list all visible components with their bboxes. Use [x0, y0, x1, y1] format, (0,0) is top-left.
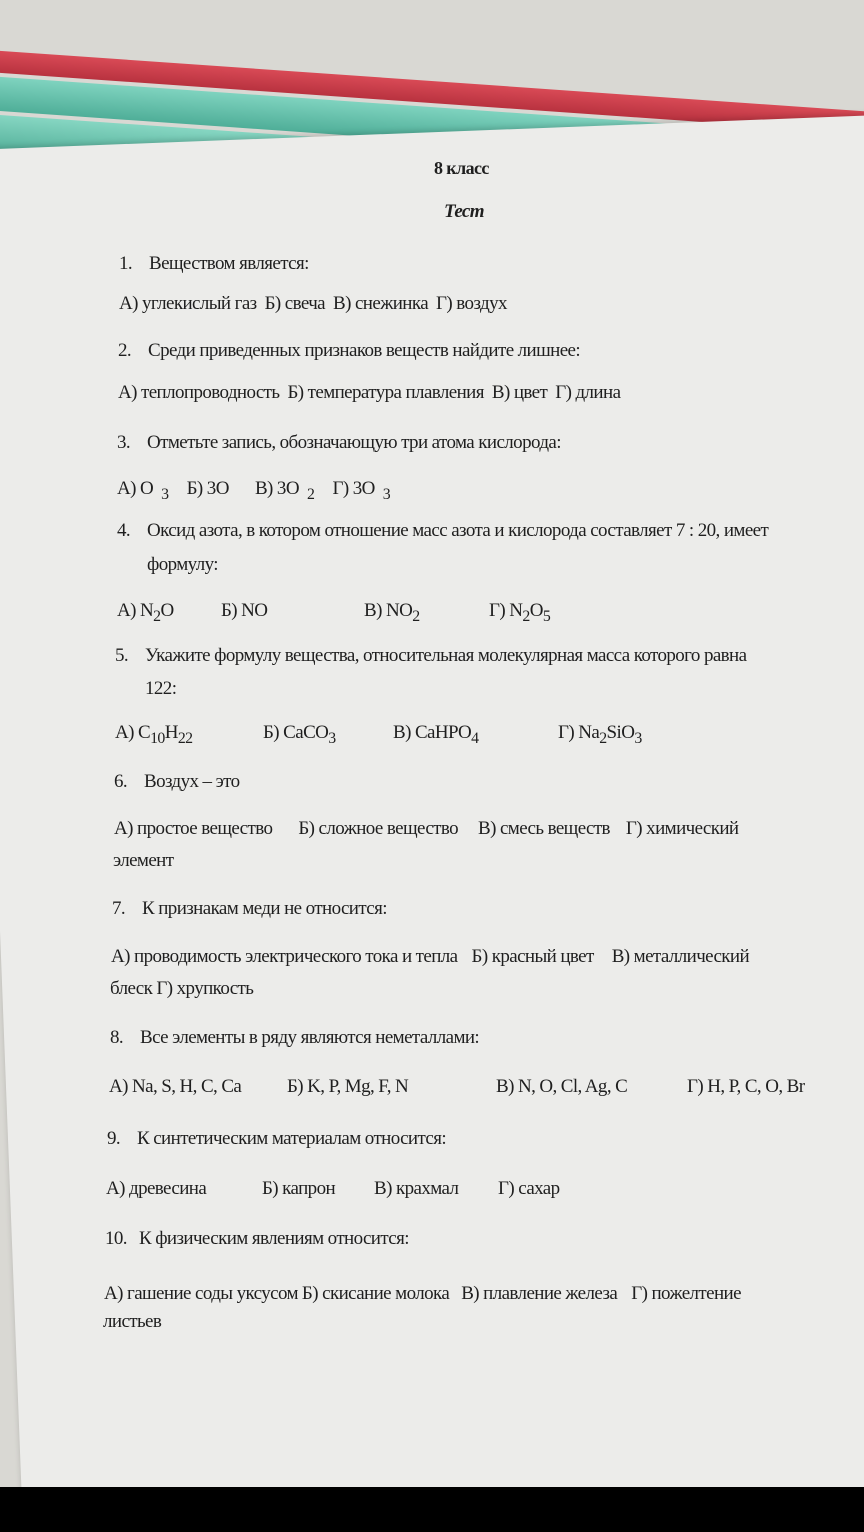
question-10: 10. К физическим явлениям относится:	[105, 1228, 409, 1249]
answers-6: А) простое вещество Б) сложное вещество В) смесь веществ Г) химический	[114, 818, 739, 839]
question-2: 2. Среди приведенных признаков веществ найдите лишнее:	[118, 340, 581, 361]
question-7: 7. К признакам меди не относится:	[112, 898, 387, 919]
question-5-cont: 122:	[145, 678, 177, 699]
question-1: 1. Веществом является:	[119, 253, 309, 274]
question-9: 9. К синтетическим материалам относится:	[107, 1128, 447, 1149]
answers-3: А) O $_3$ Б) 3O В) 3O $_2$ Г) 3O $_3$	[117, 478, 391, 503]
question-8: 8. Все элементы в ряду являются неметаллами:	[110, 1027, 480, 1048]
question-3: 3. Отметьте запись, обозначающую три атома кислорода:	[117, 432, 561, 453]
test-content: 8 класс Тест 1. Веществом является: А) углекислый газ Б) свеча В) снежинка Г) воздух 2. Среди приведенных признаков веществ найдите лишнее: А) теплопроводность Б) температура плавления В) цвет Г) длина 3. Отметьте запись, обозначающую три атома кислорода: А) O $_3$ Б) 3O В) 3O $_2$ Г) 3O $_3$ 4. Оксид азота, в котором отношение масс азота и кислорода составляет 7 : 20, имеет формулу: А) $N_2O$ Б) NO В) $NO_2$ Г) $N_2O_5$ 5. Укажите формулу вещества, относительная молекулярная масса которого равна 122: А) $C_{10}H_{22}$ Б) CaCO$_3$ В) CaHPO$_4$ Г) $Na_2SiO_3$ 6. Воздух – это А) простое вещество Б) сложное вещество В) смесь веществ Г) химический элемент 7. К признакам меди не относится: А) проводимость электрического тока и тепла Б) красный цвет В) металлический блеск Г) хрупкость 8. Все элементы в ряду являются неметаллами: А) Na, S, H, C, Ca Б) K, P, Mg, F, N В) N, O, Cl, Ag, C Г) H, P, C, O, Br 9. К синтетическим материалам относится: А) древесина Б) капрон В) крахмал Г) сахар 10. К физическим явлениям относится: А) гашение соды уксусом Б) скисание молока В) плавление железа Г) пожелтение листьев	[103, 158, 805, 1332]
question-6: 6. Воздух – это	[114, 771, 240, 792]
answers-6-cont: элемент	[113, 850, 174, 871]
answers-7: А) проводимость электрического тока и тепла Б) красный цвет В) металлический	[111, 946, 750, 967]
question-5: 5. Укажите формулу вещества, относительная молекулярная масса которого равна	[115, 645, 747, 666]
question-4-cont: формулу:	[147, 554, 218, 575]
answers-7-cont: блеск Г) хрупкость	[110, 978, 254, 999]
answers-2: А) теплопроводность Б) температура плавления В) цвет Г) длина	[118, 382, 621, 403]
answers-10-cont: листьев	[103, 1311, 162, 1332]
question-4: 4. Оксид азота, в котором отношение масс азота и кислорода составляет 7 : 20, имеет	[117, 520, 769, 541]
answers-1: А) углекислый газ Б) свеча В) снежинка Г) воздух	[119, 293, 507, 314]
answers-10: А) гашение соды уксусом Б) скисание молока В) плавление железа Г) пожелтение	[104, 1283, 741, 1304]
bottom-bar	[0, 1487, 864, 1532]
grade-label: 8 класс	[434, 158, 489, 178]
test-title: Тест	[444, 201, 484, 222]
